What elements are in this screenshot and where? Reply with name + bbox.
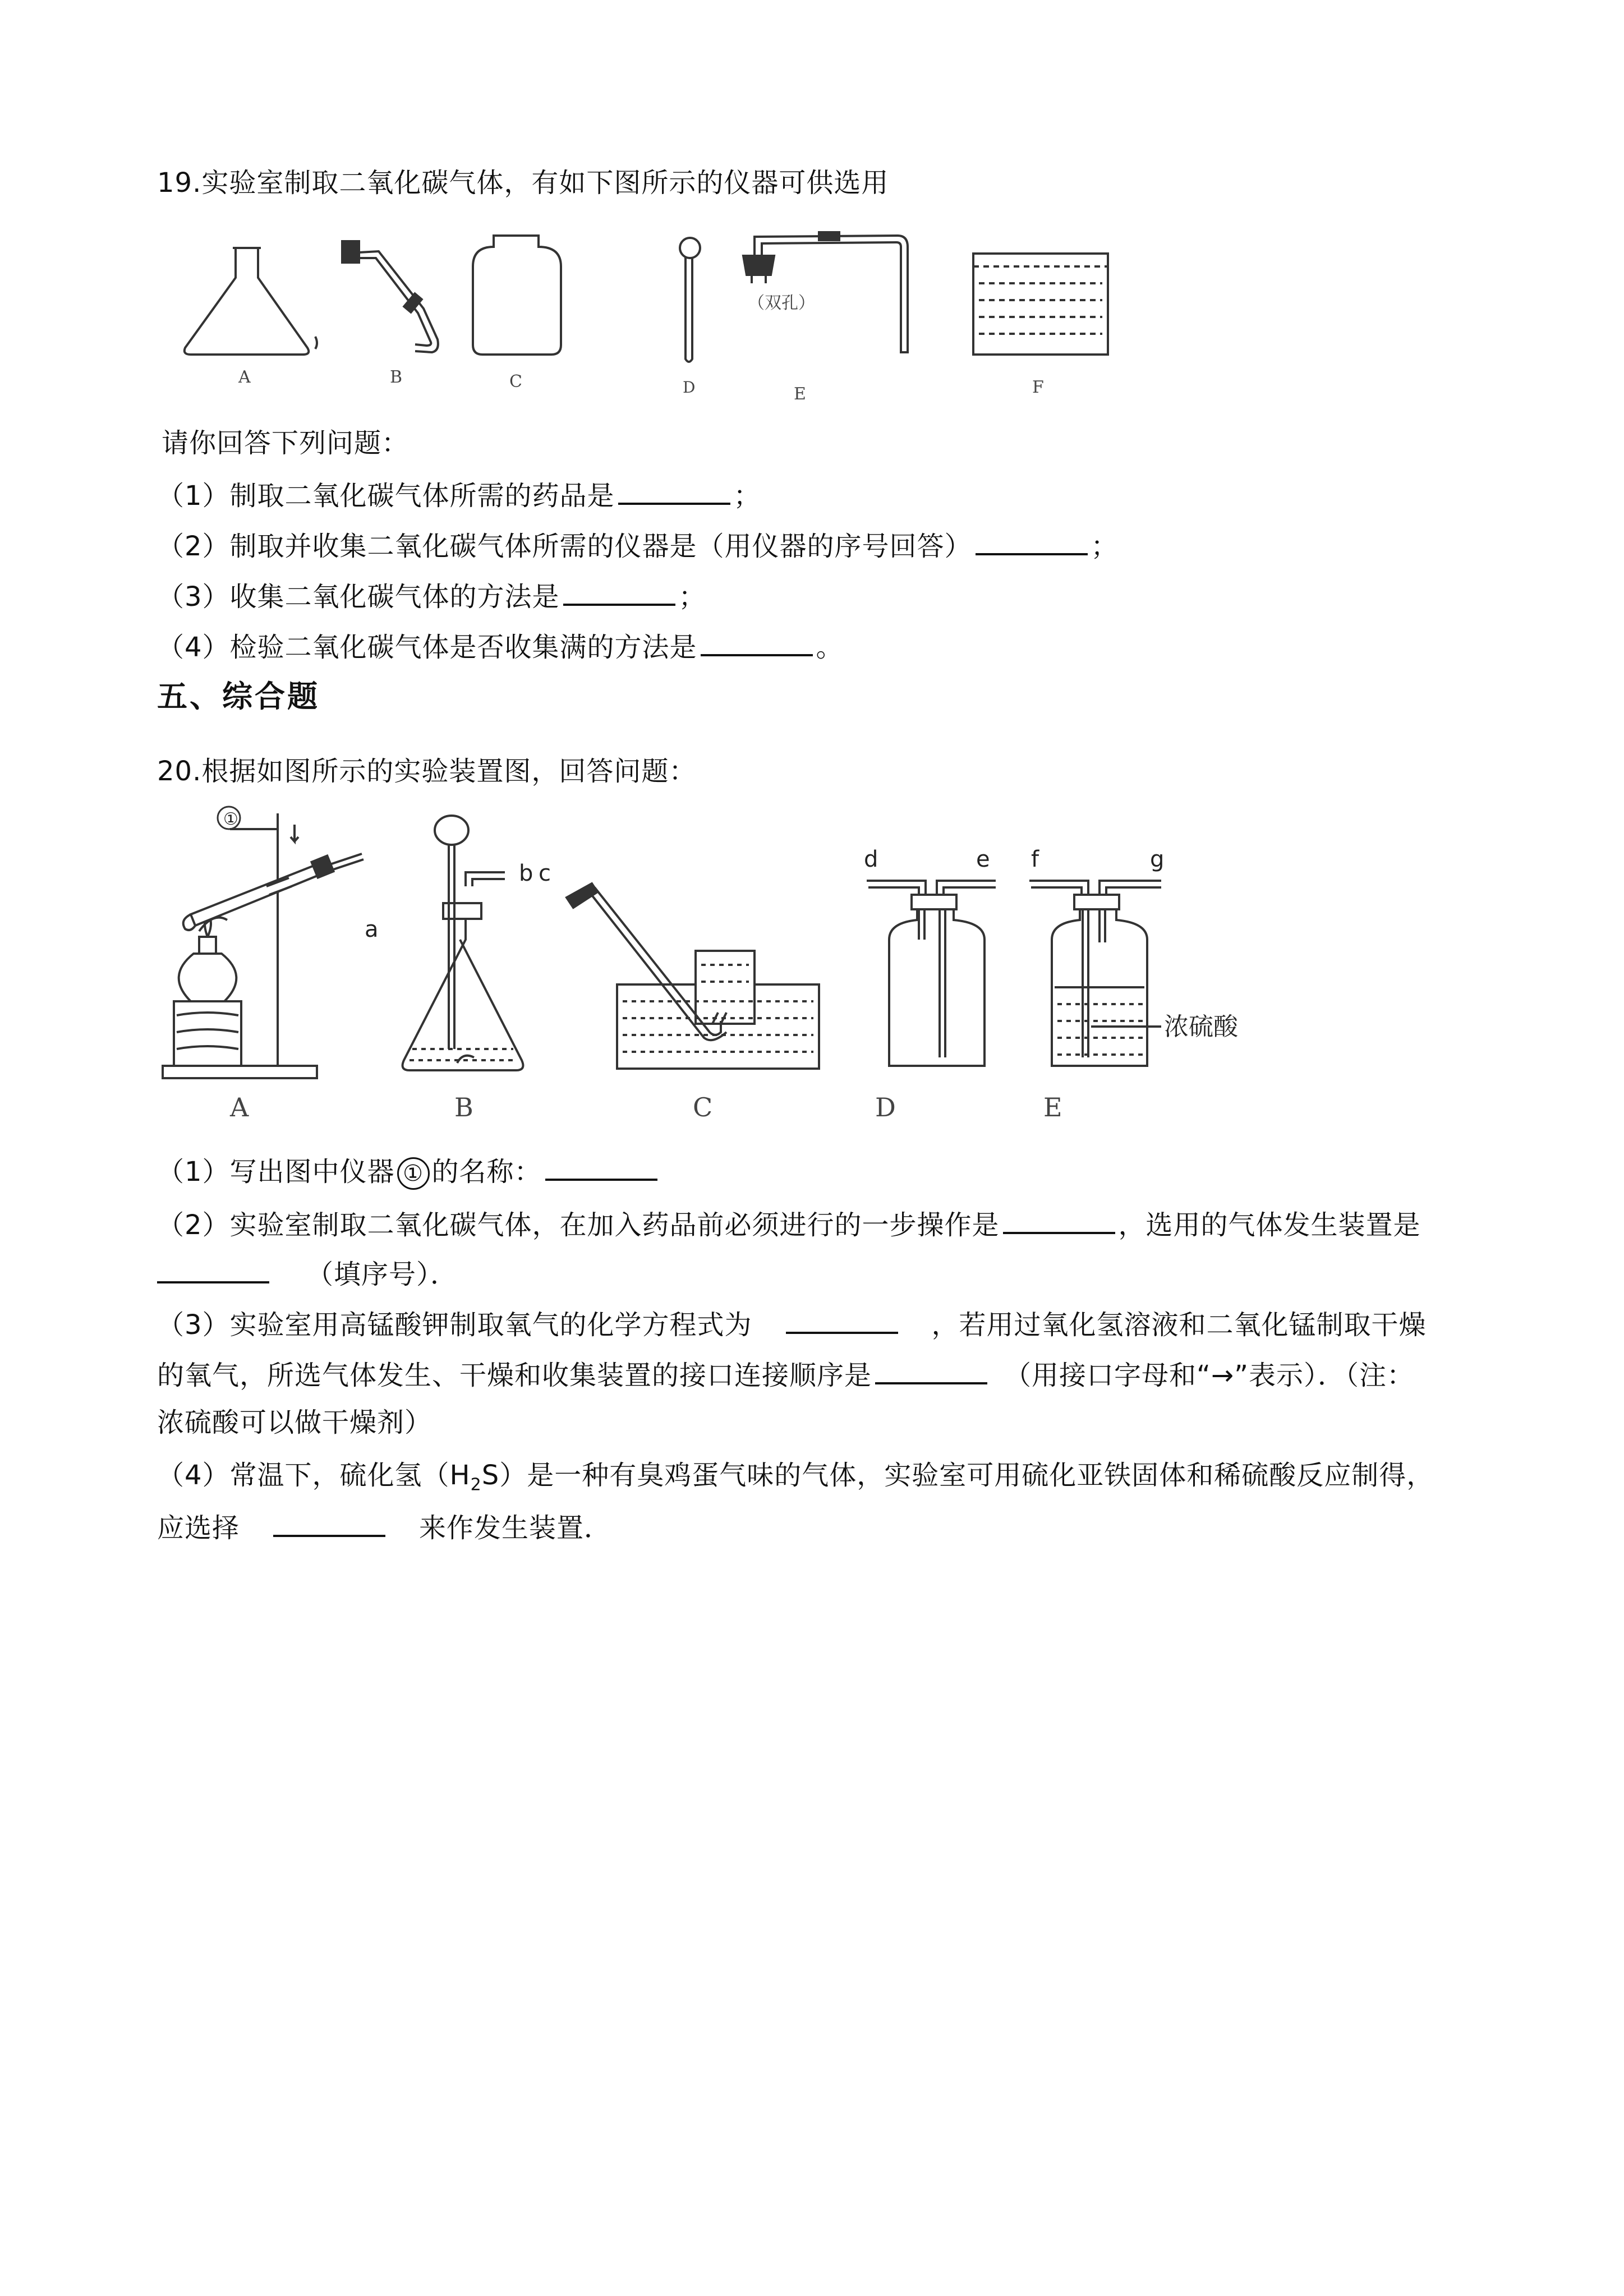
label-d: D (683, 378, 696, 397)
q20-p2-text2: ，选用的气体发生装置是 (1118, 1209, 1421, 1241)
port-b: b (519, 861, 533, 886)
q19-item-3 (157, 578, 706, 614)
answer-blank (1003, 1206, 1115, 1234)
q20-p3-text2: ，若用过氧化氢溶液和二氧化锰制取干燥 (931, 1309, 1427, 1341)
circled-number: ① (397, 1157, 430, 1190)
q19-item-3-end: ； (678, 581, 706, 613)
subscript-2: 2 (470, 1475, 482, 1495)
two-hole-stopper-e (743, 232, 908, 352)
answer-blank (786, 1306, 898, 1334)
q20-p3-line1 (157, 1306, 1427, 1342)
label-c: C (693, 1092, 713, 1122)
q20-title: 20.根据如图所示的实验装置图，回答问题： (157, 756, 697, 787)
label-d: D (875, 1092, 896, 1122)
q20-p3-text3: 的氧气，所选气体发生、干燥和收集装置的接口连接顺序是 (157, 1360, 872, 1391)
label-a: A (238, 367, 251, 387)
q19-item-2 (157, 527, 1119, 563)
water-collection-c (567, 884, 819, 1069)
gas-bottle-d (867, 881, 996, 1066)
q20-p2-text: （2）实验室制取二氧化碳气体，在加入药品前必须进行的一步操作是 (157, 1209, 1000, 1241)
port-e: e (976, 846, 990, 872)
q20-p4-text2: S）是一种有臭鸡蛋气味的气体，实验室可用硫化亚铁固体和稀硫酸反应制得， (481, 1460, 1434, 1491)
answer-blank (157, 1255, 269, 1283)
port-c: c (539, 861, 551, 886)
e-two-hole-note: （双孔） (748, 293, 815, 313)
q20-apparatus-figure (151, 802, 1245, 1139)
answer-blank (545, 1153, 657, 1181)
q20-p3-text: （3）实验室用高锰酸钾制取氧气的化学方程式为 (157, 1309, 752, 1341)
answer-blank (273, 1509, 385, 1537)
label-e: E (1043, 1092, 1062, 1122)
q20-p2-end: （填序号）． (306, 1259, 458, 1290)
q19-item-4 (157, 628, 844, 664)
q19-title: 19.实验室制取二氧化碳气体，有如下图所示的仪器可供选用 (157, 167, 889, 199)
acid-label: 浓硫酸 (1164, 1013, 1238, 1041)
q20-p3-text4: （用接口字母和“→”表示）．（注： (1004, 1360, 1414, 1391)
delivery-tube-b (342, 241, 438, 352)
q20-p1 (157, 1153, 661, 1190)
port-g: g (1150, 846, 1165, 872)
answer-blank (618, 477, 730, 505)
q20-p3-line2 (157, 1356, 1414, 1392)
conical-flask-a (185, 248, 317, 355)
q20-p4-end: 来作发生装置． (419, 1512, 612, 1544)
q19-item-2-text: （2）制取并收集二氧化碳气体所需的仪器是（用仪器的序号回答） (157, 531, 972, 562)
circled-one: ① (223, 809, 238, 829)
section-heading: 五、综合题 (157, 679, 320, 714)
port-d: d (864, 846, 878, 872)
answer-blank (701, 628, 813, 656)
q19-item-1 (157, 477, 761, 513)
label-c: C (509, 372, 522, 392)
q19-item-1-text: （1）制取二氧化碳气体所需的药品是 (157, 480, 615, 512)
q20-p4-line1 (157, 1458, 1434, 1502)
q20-p2-line2 (157, 1255, 458, 1291)
q19-apparatus-figure (168, 224, 1122, 415)
q19-intro: 请你回答下列问题： (162, 427, 410, 459)
port-f: f (1031, 846, 1039, 872)
q19-item-3-text: （3）收集二氧化碳气体的方法是 (157, 581, 560, 613)
label-a: A (230, 1092, 249, 1122)
label-b: B (390, 367, 403, 387)
q20-p3-line3: 浓硫酸可以做干燥剂） (157, 1407, 433, 1438)
label-e: E (794, 384, 806, 404)
answer-blank (563, 578, 675, 606)
water-trough-f (973, 254, 1108, 355)
q19-item-1-end: ； (733, 480, 761, 512)
q20-p4-line2 (157, 1509, 611, 1545)
answer-blank (875, 1356, 987, 1384)
label-b: B (454, 1092, 473, 1122)
drying-bottle-e (1029, 881, 1161, 1066)
q19-item-4-text: （4）检验二氧化碳气体是否收集满的方法是 (157, 632, 697, 663)
q20-p4-text3: 应选择 (157, 1512, 240, 1544)
q20-p2-line1 (157, 1206, 1421, 1242)
long-neck-funnel-d (680, 238, 700, 362)
q19-item-2-end: ； (1091, 531, 1119, 562)
label-f: F (1032, 378, 1044, 397)
generator-flask-b (403, 816, 523, 1070)
port-a: a (365, 917, 379, 942)
q20-p1-text: （1）写出图中仪器 (157, 1156, 395, 1188)
heating-apparatus-a (163, 813, 364, 1078)
gas-jar-c (473, 236, 561, 355)
q19-item-4-end: 。 (816, 632, 844, 663)
q20-p1-end: 的名称： (431, 1156, 542, 1188)
q20-p4-text: （4）常温下，硫化氢（H (157, 1460, 471, 1491)
answer-blank (976, 527, 1088, 555)
